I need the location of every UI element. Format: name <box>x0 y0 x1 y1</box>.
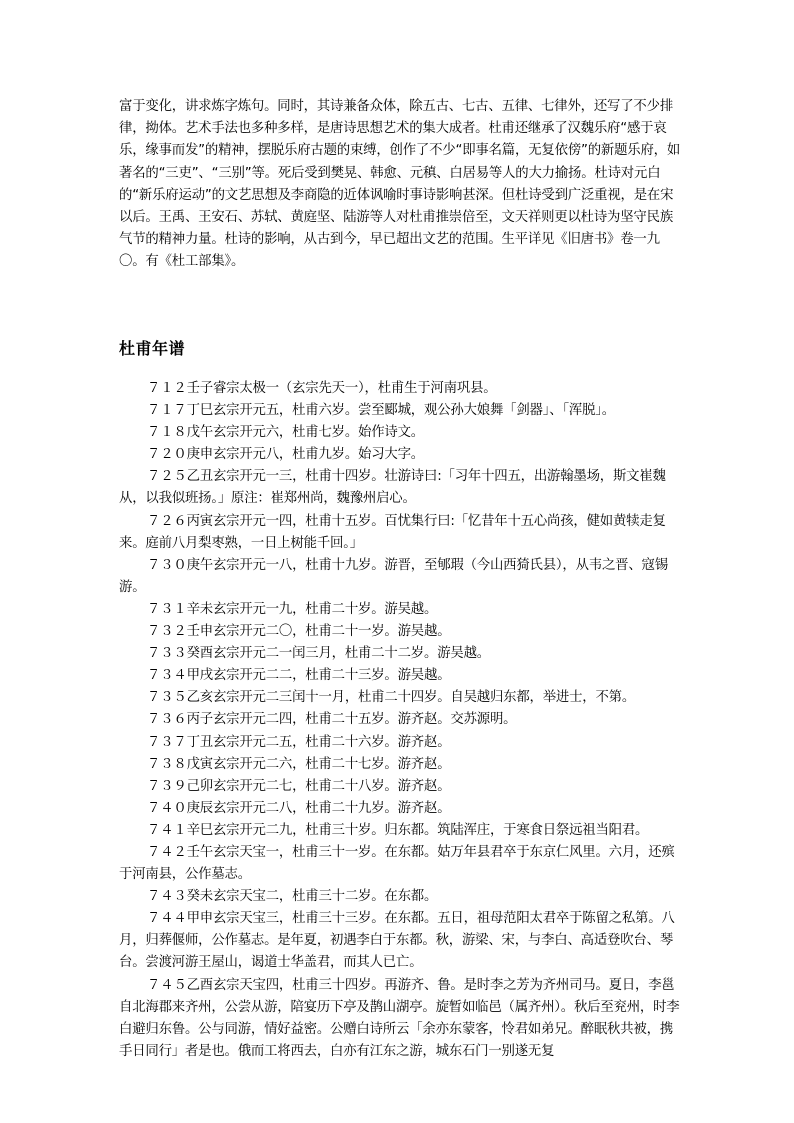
chronology-entry: ７４４甲申玄宗天宝三，杜甫三十三岁。在东都。五日，祖母范阳太君卒于陈留之私第。八月，归葬偃师，公作墓志。是年夏，初遇李白于东都。秋，游梁、宋，与李白、高适登吹台、琴台。尝渡河游王屋山，谒道士华盖君，而其人已亡。 <box>119 911 675 971</box>
chronology-entry: ７３０庚午玄宗开元一八，杜甫十九岁。游晋，至郇瑕（今山西猗氏县），从韦之晋、寇锡游。 <box>119 557 668 595</box>
chronology-entry: ７３７丁丑玄宗开元二五，杜甫二十六岁。游齐赵。 <box>147 734 451 750</box>
chronology-entry: ７１２壬子睿宗太极一（玄宗先天一），杜甫生于河南巩县。 <box>147 381 497 396</box>
chronology-entry: ７３６丙子玄宗开元二四，杜甫二十五岁。游齐赵。交苏源明。 <box>147 712 517 728</box>
chronology-entry: ７４５乙酉玄宗天宝四，杜甫三十四岁。再游齐、鲁。是时李之芳为齐州司马。夏日，李邕自北海郡来齐州，公尝从游，陪宴历下亭及鹊山湖亭。旋暂如临邑（属齐州）。秋后至兖州，时李白避归东鲁。公与同游，情好益密。公赠白诗所云「余亦东蒙客，怜君如弟兄。醉眠秋共被，携手日同行」者是也。俄而工将西去，白亦有江东之游，城东石门一别遂无复 <box>119 977 680 1059</box>
chronology-entry: ７４２壬午玄宗天宝一，杜甫三十一岁。在东都。姑万年县君卒于东京仁风里。六月，还殡于河南县，公作墓志。 <box>119 844 675 883</box>
chronology-entry: ７３４甲戌玄宗开元二二，杜甫二十三岁。游吴越。 <box>147 668 451 684</box>
chronology-entry: ７２５乙丑玄宗开元一三，杜甫十四岁。壮游诗曰:「习年十四五，出游翰墨场，斯文崔魏从，以我似班扬。」原注：崔郑州尚，魏豫州启心。 <box>119 469 666 507</box>
chronology-entry: ７１８戊午玄宗开元六，杜甫七岁。始作诗文。 <box>147 425 425 441</box>
intro-paragraph-block <box>119 96 681 274</box>
chronology-entry: ７３２壬申玄宗开元二〇，杜甫二十一岁。游吴越。 <box>147 624 451 640</box>
chronology-entry: ７３１辛未玄宗开元一九，杜甫二十岁。游吴越。 <box>147 601 438 617</box>
chronology-entry: ７２０庚申玄宗开元八，杜甫九岁。始习大字。 <box>147 447 425 463</box>
chronology-entry: ７４０庚辰玄宗开元二八，杜甫二十九岁。游齐赵。 <box>147 800 451 816</box>
section-title: 杜甫年谱 <box>119 339 186 358</box>
chronology-entry: ７１７丁巳玄宗开元五，杜甫六岁。尝至郾城，观公孙大娘舞「剑器」、「浑脱」。 <box>147 403 615 419</box>
intro-paragraph: 富于变化，讲求炼字炼句。同时，其诗兼备众体，除五古、七古、五律、七律外，还写了不少排律，拗体。艺术手法也多种多样，是唐诗思想艺术的集大成者。杜甫还继承了汉魏乐府“感于哀乐，缘事而发”的精神，摆脱乐府古题的束缚，创作了不少“即事名篇，无复依傍”的新题乐府，如著名的“三吏”、“三别”等。死后受到樊晃、韩愈、元稹、白居易等人的大力揄扬。杜诗对元白的“新乐府运动”的文艺思想及李商隐的近体讽喻时事诗影响甚深。但杜诗受到广泛重视，是在宋以后。王禹、王安石、苏轼、黄庭坚、陆游等人对杜甫推崇倍至，文天祥则更以杜诗为坚守民族气节的精神力量。杜诗的影响，从古到今，早已超出文艺的范围。生平详见《旧唐书》卷一九〇。有《杜工部集》。 <box>119 99 681 270</box>
chronology-entry: ７３８戊寅玄宗开元二六，杜甫二十七岁。游齐赵。 <box>147 756 451 772</box>
chronology-list <box>119 378 681 1063</box>
chronology-entry: ７３３癸酉玄宗开元二一闰三月，杜甫二十二岁。游吴越。 <box>147 646 490 662</box>
chronology-entry: ７４１辛巳玄宗开元二九，杜甫三十岁。归东都。筑陆浑庄，于寒食日祭远祖当阳君。 <box>147 822 649 838</box>
chronology-entry: ７３９己卯玄宗开元二七，杜甫二十八岁。游齐赵。 <box>147 778 451 794</box>
chronology-entry: ７３５乙亥玄宗开元二三闰十一月，杜甫二十四岁。自吴越归东都，举进士，不第。 <box>147 690 636 706</box>
chronology-entry: ７４３癸未玄宗天宝二，杜甫三十二岁。在东都。 <box>147 889 438 905</box>
chronology-entry: ７２６丙寅玄宗开元一四，杜甫十五岁。百忧集行曰:「忆昔年十五心尚孩，健如黄犊走复来。庭前八月梨枣熟，一日上树能千回。」 <box>119 513 666 551</box>
